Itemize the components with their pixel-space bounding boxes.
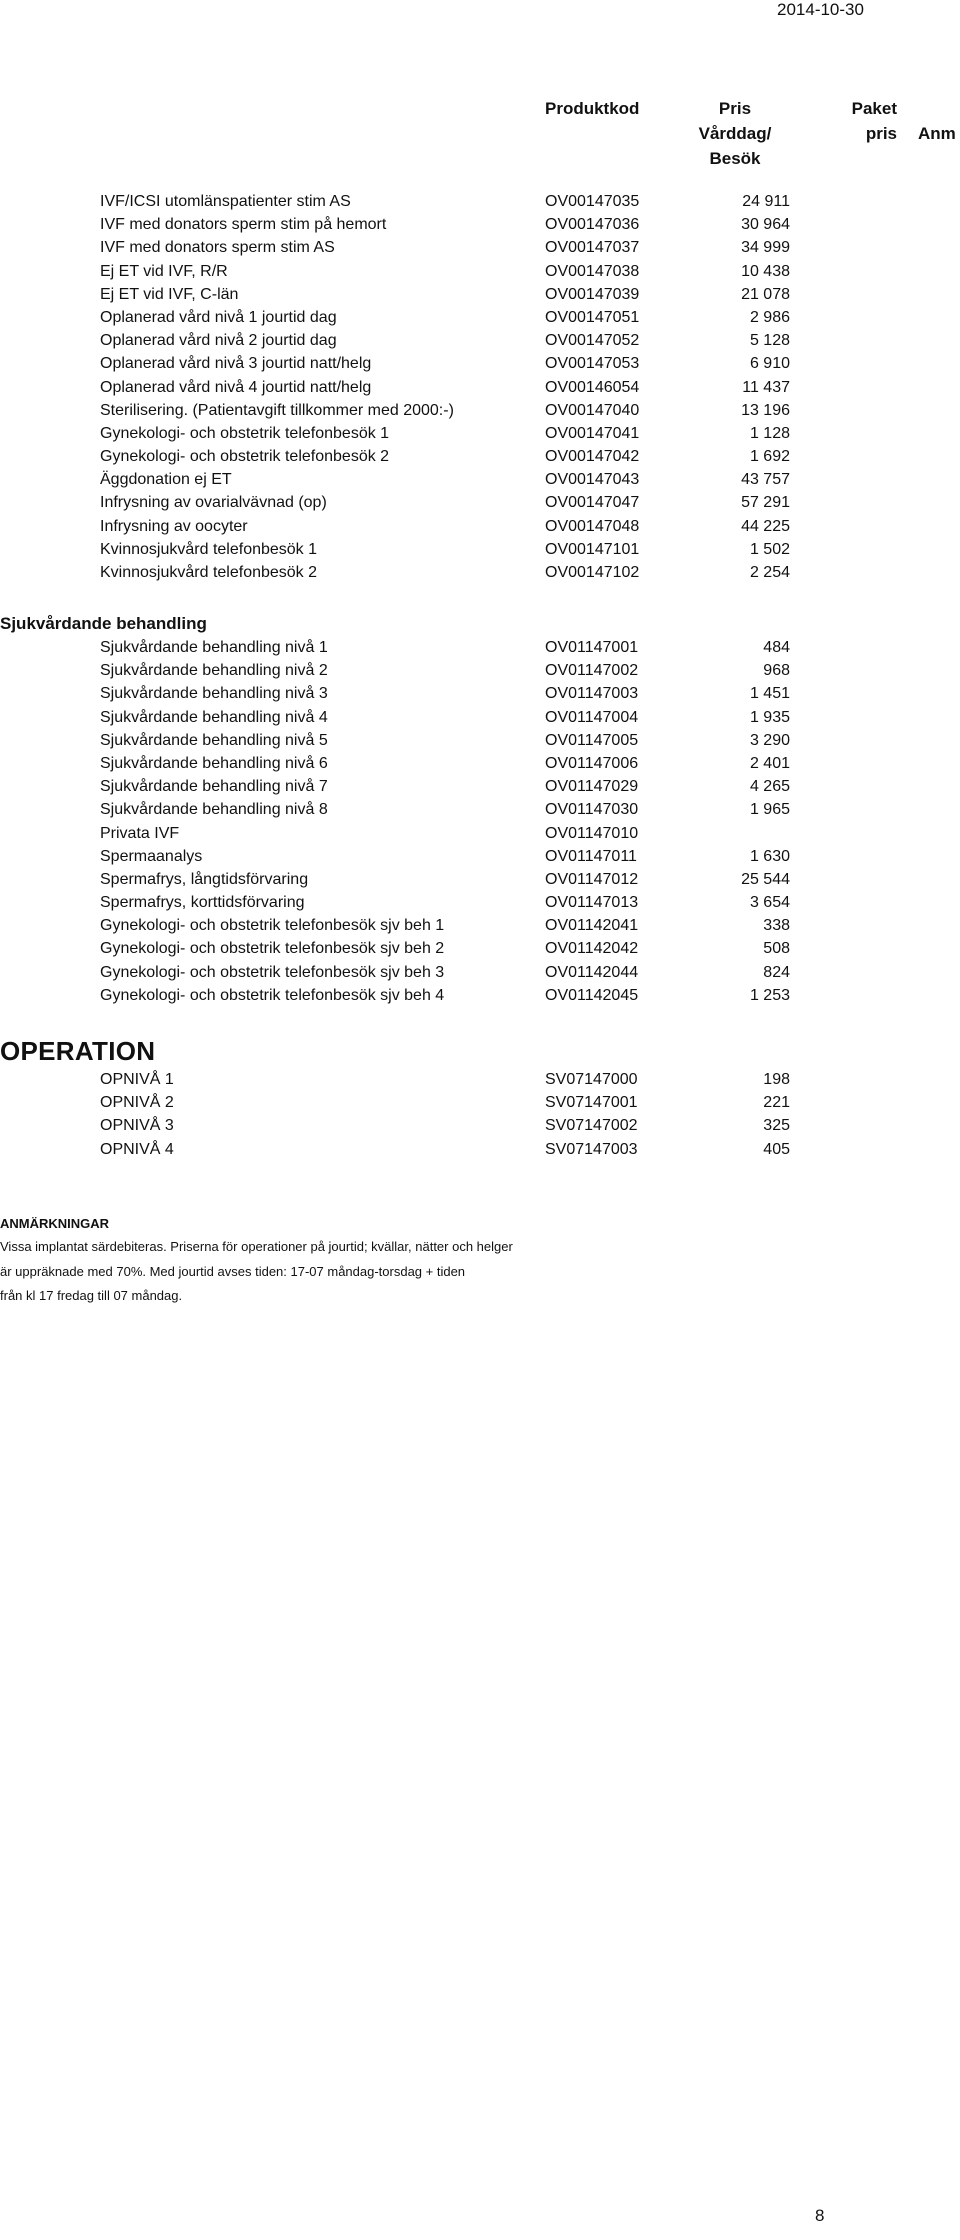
row-name: Gynekologi- och obstetrik telefonbesök sjv beh 4 [100,986,445,1004]
row-code: OV01142044 [545,963,639,981]
row-price: 11 437 [742,378,790,396]
row-price: 405 [763,1140,790,1158]
table-row [0,961,960,984]
row-name: IVF med donators sperm stim på hemort [100,216,387,234]
row-code: OV01147029 [545,778,639,796]
row-price: 484 [763,639,790,656]
row-code: OV00147048 [545,517,640,535]
table-row [0,706,960,729]
column-header-paketpris [849,96,897,146]
table-row [0,937,960,960]
table-row [0,491,960,514]
column-header-pris [676,96,794,171]
page-number: 8 [815,2206,825,2225]
table-row [0,1114,960,1137]
row-price: 221 [763,1094,790,1112]
row-price: 34 999 [741,239,790,257]
row-price: 1 692 [749,448,790,466]
table-row [0,798,960,821]
notes-line-3: från kl 17 fredag till 07 måndag. [0,1288,183,1303]
table-row [0,1068,960,1091]
row-code: OV01147011 [545,847,637,865]
row-price: 4 265 [749,778,790,796]
row-price: 2 986 [749,308,790,326]
row-code: OV00147040 [545,401,640,419]
row-code: SV07147000 [545,1071,638,1088]
row-code: OV01147030 [545,801,639,819]
row-name: Oplanerad vård nivå 3 jourtid natt/helg [100,355,372,373]
row-name: Sjukvårdande behandling nivå 3 [100,685,328,703]
notes-text [0,1235,513,1309]
row-price: 3 290 [749,731,790,749]
date-header: 2014-10-30 [777,0,864,19]
row-code: OV00147102 [545,564,640,581]
row-name: Sterilisering. (Patientavgift tillkommer med 2000:-) [100,401,454,419]
row-name: Gynekologi- och obstetrik telefonbesök sjv beh 1 [100,917,445,935]
row-price: 44 225 [741,517,790,535]
table-row [0,868,960,891]
row-name: Sjukvårdande behandling nivå 7 [100,778,328,796]
row-name: Oplanerad vård nivå 2 jourtid dag [100,332,337,350]
table-row [0,775,960,798]
row-name: Spermafrys, korttidsförvaring [100,894,305,912]
row-code: OV01147010 [545,824,639,842]
column-header-anm: Anm [918,124,956,143]
notes-line-1: Vissa implantat särdebiteras. Priserna för operationer på jourtid; kvällar, nätter och helger [0,1239,513,1254]
table-row [0,306,960,329]
row-code: OV00147042 [545,448,640,466]
row-code: OV01147012 [545,870,639,888]
row-price: 508 [763,940,790,958]
row-name: OPNIVÅ 4 [100,1140,174,1158]
row-name: Sjukvårdande behandling nivå 2 [100,662,328,680]
table-row [0,752,960,775]
row-name: Oplanerad vård nivå 1 jourtid dag [100,308,337,326]
row-name: OPNIVÅ 2 [100,1094,174,1112]
table-row [0,561,960,584]
row-code: OV01142041 [545,917,639,935]
row-code: OV01147005 [545,731,639,749]
row-price: 1 935 [749,708,790,726]
column-header-produktkod: Produktkod [545,99,640,118]
column-header-pris-line2: Vårddag/ [698,124,772,143]
row-code: OV01147006 [545,754,639,772]
column-header-paket-line1: Paket [851,99,897,118]
price-list-section-ivf [0,190,960,584]
table-row [0,260,960,283]
row-name: IVF med donators sperm stim AS [100,239,335,257]
row-code: OV00147036 [545,216,640,234]
row-code: OV00147051 [545,308,640,326]
row-price: 325 [763,1117,790,1135]
row-price: 57 291 [741,494,790,512]
row-name: IVF/ICSI utomlänspatienter stim AS [100,193,351,210]
row-name: Ej ET vid IVF, R/R [100,262,228,280]
row-name: Sjukvårdande behandling nivå 1 [100,639,328,656]
row-name: Gynekologi- och obstetrik telefonbesök 2 [100,448,390,466]
table-row [0,659,960,682]
row-code: OV01142045 [545,986,639,1004]
table-row [0,1091,960,1114]
price-list-section-operation [0,1068,960,1161]
row-code: OV00147047 [545,494,640,512]
section-heading-sjukvardande: Sjukvårdande behandling [0,614,207,633]
table-row [0,515,960,538]
row-code: OV00147041 [545,424,640,442]
row-code: OV00146054 [545,378,640,396]
row-price: 6 910 [749,355,790,373]
row-name: Kvinnosjukvård telefonbesök 2 [100,564,318,581]
table-row [0,1138,960,1161]
row-code: SV07147001 [545,1094,638,1112]
table-row [0,445,960,468]
table-row [0,845,960,868]
row-code: OV00147037 [545,239,640,257]
table-row [0,236,960,259]
row-price: 824 [763,963,790,981]
table-row [0,538,960,561]
table-row [0,682,960,705]
row-name: Ej ET vid IVF, C-län [100,285,239,303]
table-row [0,376,960,399]
row-name: Oplanerad vård nivå 4 jourtid natt/helg [100,378,372,396]
row-price: 338 [763,917,790,935]
row-price: 1 128 [749,424,790,442]
table-row [0,891,960,914]
column-header-paket-line2: pris [865,124,897,143]
table-row [0,422,960,445]
row-name: Kvinnosjukvård telefonbesök 1 [100,540,318,558]
table-row [0,399,960,422]
row-name: OPNIVÅ 1 [100,1071,174,1088]
row-name: Infrysning av oocyter [100,517,248,535]
row-code: OV00147052 [545,332,640,350]
price-list-section-sjukvardande [0,636,960,1007]
row-price: 198 [763,1071,790,1088]
table-row [0,984,960,1007]
table-row [0,352,960,375]
row-code: SV07147003 [545,1140,638,1158]
row-code: OV00147039 [545,285,640,303]
section-heading-operation: OPERATION [0,1036,156,1066]
table-row [0,190,960,213]
row-price: 43 757 [741,471,790,489]
table-row [0,822,960,845]
table-row [0,914,960,937]
row-name: Äggdonation ej ET [100,471,232,489]
row-price: 30 964 [741,216,790,234]
row-code: OV01147002 [545,662,639,680]
notes-line-2: är uppräknade med 70%. Med jourtid avses tiden: 17-07 måndag-torsdag + tiden [0,1263,466,1279]
row-name: Spermaanalys [100,847,203,865]
row-price: 1 965 [749,801,790,819]
row-name: Privata IVF [100,824,180,842]
row-code: OV00147043 [545,471,640,489]
table-row [0,329,960,352]
table-row [0,729,960,752]
row-price: 21 078 [741,285,790,303]
row-price: 24 911 [742,193,790,210]
row-code: OV01147001 [545,639,639,656]
column-header-pris-line1: Pris [718,99,752,118]
row-price: 2 401 [749,754,790,772]
table-row [0,636,960,659]
row-price: 2 254 [749,564,790,581]
row-price: 968 [763,662,790,680]
row-code: OV00147053 [545,355,640,373]
row-name: Sjukvårdande behandling nivå 5 [100,731,328,749]
row-price: 5 128 [749,332,790,350]
row-code: OV01147003 [545,685,639,703]
row-price: 25 544 [741,870,790,888]
row-code: OV01142042 [545,940,639,958]
row-price: 13 196 [741,401,790,419]
row-price: 1 253 [749,986,790,1004]
table-row [0,213,960,236]
row-name: Sjukvårdande behandling nivå 6 [100,754,328,772]
row-name: Gynekologi- och obstetrik telefonbesök sjv beh 3 [100,963,445,981]
row-code: OV01147013 [545,894,639,912]
row-code: OV00147101 [545,540,640,558]
row-price: 10 438 [741,262,790,280]
row-code: OV00147035 [545,193,640,210]
row-price: 1 630 [749,847,790,865]
row-name: Sjukvårdande behandling nivå 4 [100,708,328,726]
row-price: 3 654 [749,894,790,912]
row-price: 1 502 [749,540,790,558]
row-name: Sjukvårdande behandling nivå 8 [100,801,328,819]
table-row [0,283,960,306]
row-name: Gynekologi- och obstetrik telefonbesök 1 [100,424,390,442]
row-price: 1 451 [749,685,790,703]
table-row [0,468,960,491]
row-code: SV07147002 [545,1117,638,1135]
row-code: OV01147004 [545,708,639,726]
row-name: Gynekologi- och obstetrik telefonbesök sjv beh 2 [100,940,445,958]
notes-title: ANMÄRKNINGAR [0,1216,110,1231]
column-header-pris-line3: Besök [709,149,761,168]
row-name: Spermafrys, långtidsförvaring [100,870,309,888]
row-name: Infrysning av ovarialvävnad (op) [100,494,327,512]
row-code: OV00147038 [545,262,640,280]
row-name: OPNIVÅ 3 [100,1117,174,1135]
